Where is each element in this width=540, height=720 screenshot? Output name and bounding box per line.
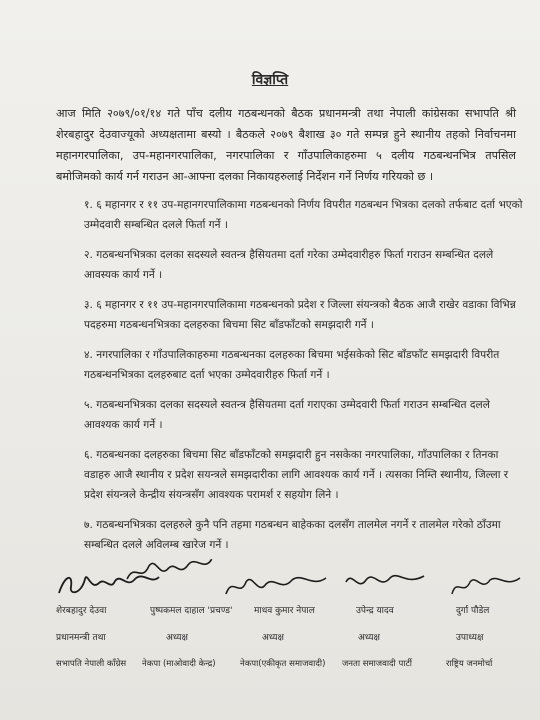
signatory-title: उपाध्यक्ष	[456, 633, 484, 643]
point-item: ६. गठबन्धनका दलहरुका बिचमा सिट बाँडफाँटको समझदारी हुन नसकेका नगरपालिका, गाँउपालिका र तिनका वडाहरु आजै स्थानीय र प्रदेश सयन्त्रले समझदारीका लागि आवश्यक कार्य गर्ने । त्यसका निम्ति स्थानीय, जिल्ला र प्रदेश संयन्त्रले केन्द्रीय संयन्त्रसँग आवश्यक परामर्श र सहयोग लिने ।	[84, 449, 509, 501]
point-item: ५. गठबन्धनभित्रका दलका सदस्यले स्वतन्त्र हैसियतमा दर्ता गराएका उम्मेदवारी फिर्ता गराउन सम्बन्धित दलले आवश्यक कार्य गर्ने ।	[84, 399, 490, 431]
intro-paragraph: आज मिति २०७९/०१/१४ गते पाँच दलीय गठबन्धनको बैठक प्रधानमन्त्री तथा नेपाली कांग्रेसका सभापति श्री शेरबहादुर देउवाज्यूको अध्यक्षतामा बस्यो । बैठकले २०७९ बैशाख ३० गते सम्पन्न हुने स्थानीय तहको निर्वाचनमा महानगरपालिका, उप-महानगरपालिका, नगरपालिका र गाँउपालिकाहरुमा ५ दलीय गठबन्धनभित्र तपसिल बमोजिमको कार्य गर्न गराउन आ-आफ्ना दलका निकायहरुलाई निर्देशन गर्ने निर्णय गरियको छ ।	[56, 107, 516, 183]
document-title: विज्ञप्ति	[251, 72, 289, 88]
point-item: १. ६ महानगर र ११ उप-महानगरपालिकामा गठबन्धनको निर्णय विपरीत गठबन्धन भित्रका दलको तर्फबाट दर्ता भएको उम्मेदवारी सम्बन्धित दलले फिर्ता गर्ने ।	[84, 199, 523, 231]
signatory-party: नेकपा (माओवादी केन्द्र)	[142, 659, 216, 669]
signature-prachanda	[118, 552, 228, 588]
signatory-title: अध्यक्ष	[166, 633, 188, 643]
point-item: ७. गठबन्धनभित्रका दलहरुले कुनै पनि तहमा गठबन्धन बाहेकका दलसँग तालमेल नगर्ने र तालमेल गरेको ठाँउमा सम्बन्धित दलले अविलम्ब खारेज गर्ने ।	[84, 519, 501, 551]
signatory-party: नेकपा(एकीकृत समाजवादी)	[240, 659, 326, 669]
signatory-title: प्रधानमन्त्री तथा	[56, 633, 106, 643]
signatory-party: सभापति नेपाली काँग्रेस	[56, 659, 127, 669]
signatory-name: माधव कुमार नेपाल	[254, 606, 315, 616]
signatory-party: राष्ट्रिय जनमोर्चा	[446, 659, 493, 669]
signature-paudel	[446, 568, 526, 604]
signatory-title: अध्यक्ष	[262, 633, 284, 643]
point-item: ३. ६ महानगर र ११ उप-महानगरपालिकामा गठबन्धनको प्रदेश र जिल्ला संयन्त्रको बैठक आजै राखेर वडाका विभिन्न पदहरुमा गठबन्धनभित्रका दलहरुका बिचमा सिट बाँडफाँटको समझदारी गर्ने ।	[84, 299, 516, 331]
points-list	[84, 195, 524, 565]
signatory-name: दुर्गा पौडेल	[456, 606, 490, 616]
signatory-name: शेरबहादुर देउवा	[56, 606, 107, 616]
signature-yadav	[340, 562, 430, 598]
signature-nepal	[222, 568, 332, 604]
point-item: २. गठबन्धनभित्रका दलका सदस्यले स्वतन्त्र हैसियतमा दर्ता गरेका उम्मेदवारीहरु फिर्ता गराउन सम्बन्धित दलले आवस्यक कार्य गर्ने ।	[84, 249, 494, 281]
signatory-title: अध्यक्ष	[358, 633, 380, 643]
signatory-name: उपेन्द्र यादव	[356, 606, 394, 616]
signatory-party: जनता समाजवादी पार्टी	[342, 659, 412, 669]
signatory-name: पुष्पकमल दाहाल 'प्रचण्ड'	[150, 606, 233, 616]
point-item: ४. नगरपालिका र गाँउपालिकाहरुमा गठबन्धनका दलहरुका बिचमा भईसकेको सिट बाँडफाँट समझदारी विपरीत गठबन्धनभित्रका दलहरुबाट दर्ता भएका उम्मेदवारीहरु फिर्ता गर्ने ।	[84, 349, 500, 381]
